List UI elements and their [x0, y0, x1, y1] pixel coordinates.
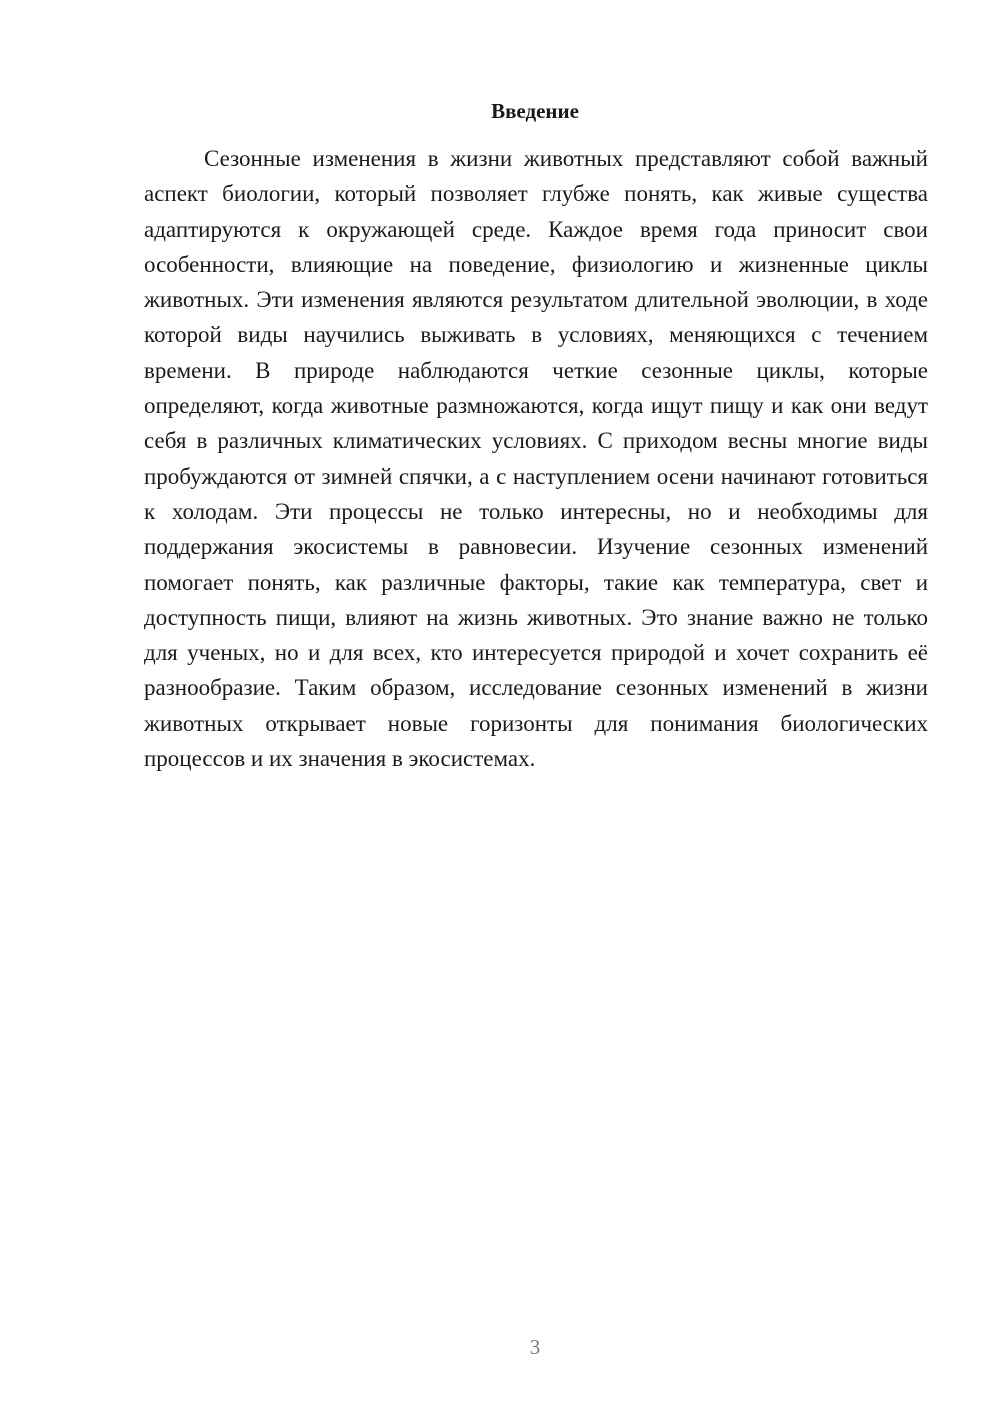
page-number: 3	[529, 1335, 541, 1359]
body-paragraph: Сезонные изменения в жизни животных представляют собой важный аспект биологии, который позволяет глубже понять, как живые существа адаптируются к окружающей среде. Каждое время года приносит свои особенности, влияющие на поведение, физиологию и жизненные циклы животных. Эти изменения являются результатом длительной эволюции, в ходе которой виды научились выживать в условиях, меняющихся с течением времени. В природе наблюдаются четкие сезонные циклы, которые определяют, когда животные размножаются, когда ищут пищу и как они ведут себя в различных климатических условиях. С приходом весны многие виды пробуждаются от зимней спячки, а с наступлением осени начинают готовиться к холодам. Эти процессы не только интересны, но и необходимы для поддержания экосистемы в равновесии. Изучение сезонных изменений помогает понять, как различные факторы, такие как температура, свет и доступность пищи, влияют на жизнь животных. Это знание важно не только для ученых, но и для всех, кто интересуется природой и хочет сохранить её разнообразие. Таким образом, исследование сезонных изменений в жизни животных открывает новые горизонты для понимания биологических процессов и их значения в экосистемах.	[144, 146, 928, 772]
section-title: Введение	[491, 99, 579, 123]
